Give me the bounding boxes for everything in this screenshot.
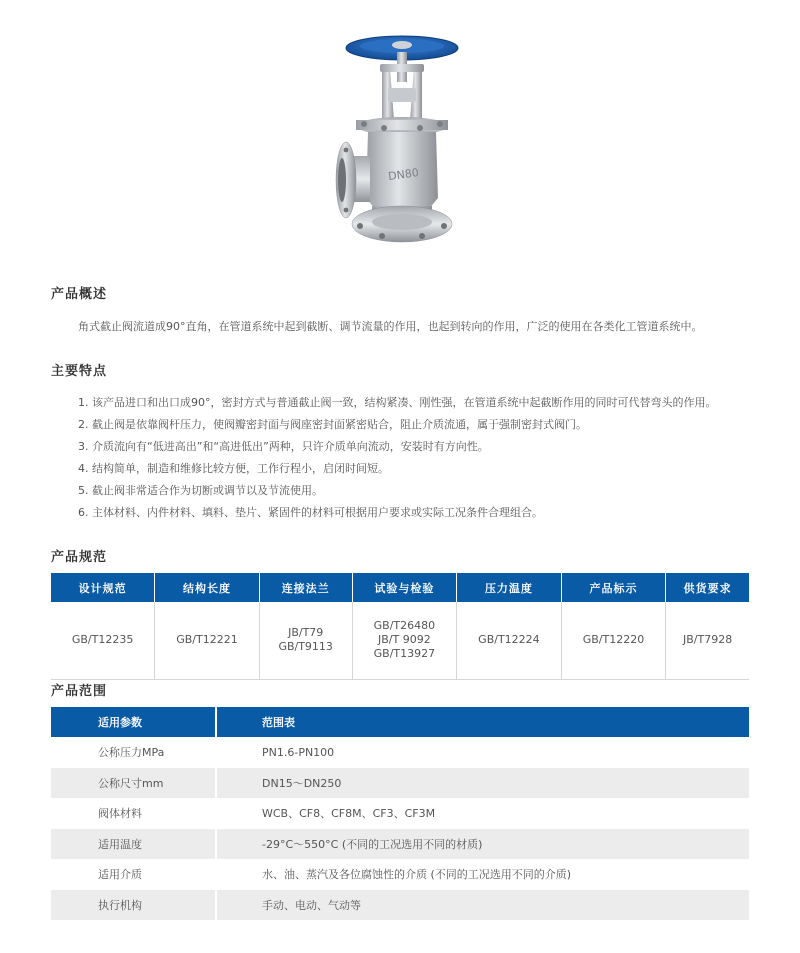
spec-header-cell: 产品标示 xyxy=(561,573,666,602)
range-value: PN1.6-PN100 xyxy=(216,737,749,768)
spec-header-cell: 供货要求 xyxy=(666,573,749,602)
range-row xyxy=(51,737,749,768)
features-list xyxy=(78,396,717,528)
range-value: -29°C～550°C (不同的工况选用不同的材质) xyxy=(216,829,749,860)
range-row xyxy=(51,768,749,799)
spec-value-cell: GB/T12224 xyxy=(457,602,562,679)
spec-header-cell: 连接法兰 xyxy=(259,573,352,602)
spec-header-cell: 压力温度 xyxy=(457,573,562,602)
range-value: WCB、CF8、CF8M、CF3、CF3M xyxy=(216,798,749,829)
angle-globe-valve-icon xyxy=(320,28,480,248)
range-row xyxy=(51,798,749,829)
range-value: 水、油、蒸汽及各位腐蚀性的介质 (不同的工况选用不同的介质) xyxy=(216,859,749,890)
range-param: 适用介质 xyxy=(51,859,216,890)
spec-value-cell: GB/T26480 JB/T 9092 GB/T13927 xyxy=(352,602,457,679)
feature-item: 5. 截止阀非常适合作为切断或调节以及节流使用。 xyxy=(78,484,323,497)
spec-header-row xyxy=(51,573,749,602)
range-value: DN15～DN250 xyxy=(216,768,749,799)
spec-table xyxy=(51,573,749,680)
range-row xyxy=(51,859,749,890)
range-title: 产品范围 xyxy=(51,684,108,699)
range-header-range: 范围表 xyxy=(216,707,749,737)
range-row xyxy=(51,829,749,860)
spec-header-cell: 试验与检验 xyxy=(352,573,457,602)
feature-item: 2. 截止阀是依靠阀杆压力，使阀瓣密封面与阀座密封面紧密贴合，阻止介质流通，属于强制密封式阀门。 xyxy=(78,418,587,431)
spec-header-cell: 结构长度 xyxy=(155,573,260,602)
range-header-row xyxy=(51,707,749,737)
spec-value-cell: GB/T12220 xyxy=(561,602,666,679)
spec-header-cell: 设计规范 xyxy=(51,573,155,602)
spec-value-cell: GB/T12235 xyxy=(51,602,155,679)
range-param: 公称压力MPa xyxy=(51,737,216,768)
body-engraving: DN80 xyxy=(387,165,420,184)
spec-value-cell: JB/T79 GB/T9113 xyxy=(259,602,352,679)
range-param: 阀体材料 xyxy=(51,798,216,829)
feature-item: 3. 介质流向有“低进高出”和“高进低出”两种，只许介质单向流动，安装时有方向性。 xyxy=(78,440,489,453)
range-header-param: 适用参数 xyxy=(51,707,216,737)
feature-item: 6. 主体材料、内件材料、填料、垫片、紧固件的材料可根据用户要求或实际工况条件合理组合。 xyxy=(78,506,543,519)
range-row xyxy=(51,890,749,921)
features-title: 主要特点 xyxy=(51,364,108,379)
spec-value-row xyxy=(51,602,749,679)
overview-text: 角式截止阀流道成90°直角，在管道系统中起到截断、调节流量的作用，也起到转向的作用，广泛的使用在各类化工管道系统中。 xyxy=(78,320,703,333)
range-param: 执行机构 xyxy=(51,890,216,921)
feature-item: 1. 该产品进口和出口成90°，密封方式与普通截止阀一致，结构紧凑、刚性强，在管道系统中起截断作用的同时可代替弯头的作用。 xyxy=(78,396,717,409)
spec-value-cell: GB/T12221 xyxy=(155,602,260,679)
spec-value-cell: JB/T7928 xyxy=(683,633,733,647)
range-param: 适用温度 xyxy=(51,829,216,860)
range-param: 公称尺寸mm xyxy=(51,768,216,799)
overview-title: 产品概述 xyxy=(51,287,108,302)
feature-item: 4. 结构简单，制造和维修比较方便，工作行程小，启闭时间短。 xyxy=(78,462,389,475)
specs-title: 产品规范 xyxy=(51,550,108,565)
range-value: 手动、电动、气动等 xyxy=(216,890,749,921)
range-table xyxy=(51,707,749,920)
